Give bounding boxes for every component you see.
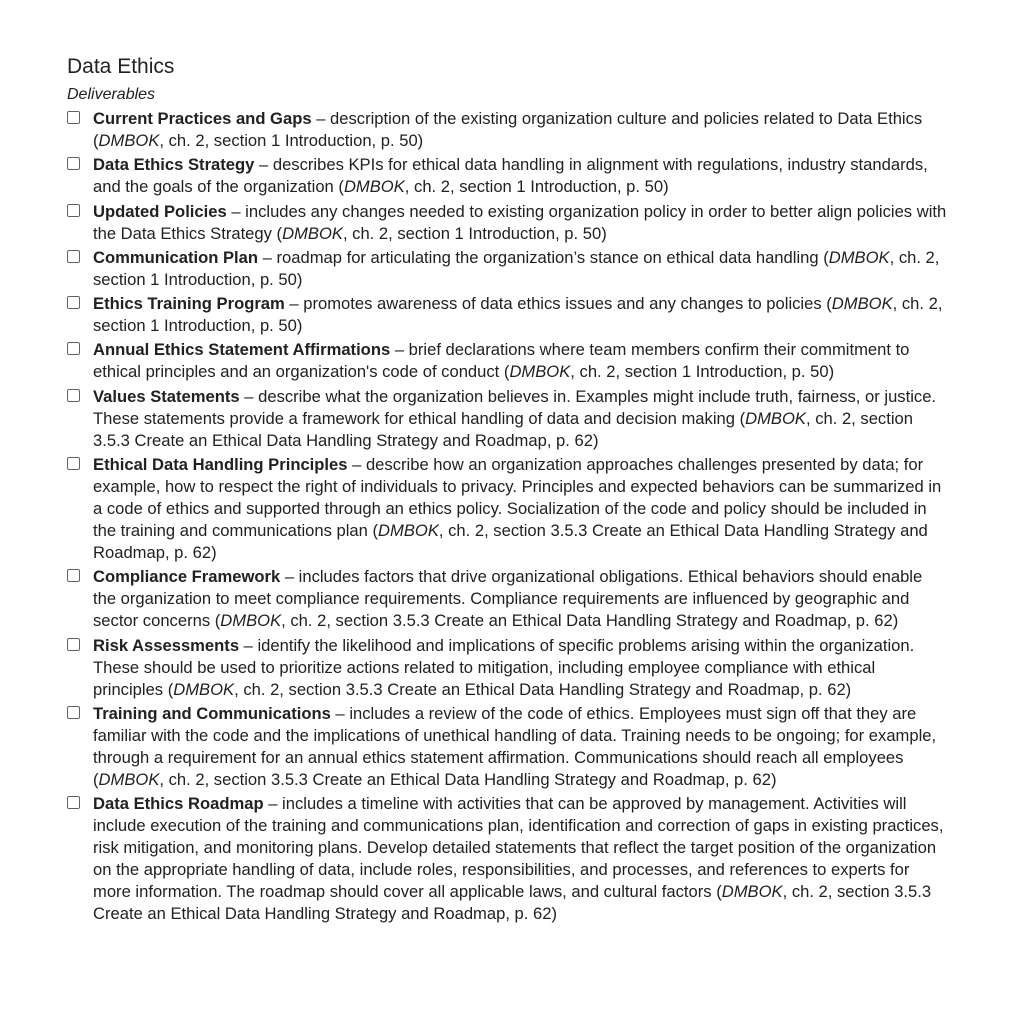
- citation-open: (: [167, 679, 174, 699]
- checkbox[interactable]: [67, 706, 80, 719]
- item-text: [93, 386, 949, 452]
- item-description: includes any changes needed to existing organization policy in order to better align policies with the Data Ethics Strategy: [93, 201, 947, 243]
- citation-reference: , ch. 2, section 1 Introduction, p. 50): [570, 362, 835, 382]
- citation-book: DMBOK: [509, 362, 571, 382]
- item-text: [93, 154, 949, 198]
- item-term: Ethical Data Handling Principles: [93, 455, 348, 475]
- item-separator: –: [239, 386, 259, 406]
- item-separator: –: [311, 109, 331, 128]
- item-separator: –: [258, 247, 277, 267]
- item-description: describe how an organization approaches challenges presented by data; for example, how to respect the right of individuals to privacy. Principles and expected behaviors can be summarized in a code of ethics and supported through an ethics policy. Socialization of the code and policy should be included in the training and communications plan: [93, 455, 942, 541]
- citation-reference: , ch. 2, section 3.5.3 Create an Ethical Data Handling Strategy and Roadmap, p. 62): [281, 611, 899, 631]
- citation-reference: , ch. 2, section 1 Introduction, p. 50): [159, 131, 424, 150]
- citation-book: DMBOK: [378, 521, 439, 541]
- checklist-item: [67, 386, 949, 452]
- citation-reference: , ch. 2, section 3.5.3 Create an Ethical Data Handling Strategy and Roadmap, p. 62): [234, 679, 852, 699]
- item-term: Data Ethics Roadmap: [93, 794, 264, 814]
- item-term: Ethics Training Program: [93, 294, 285, 314]
- item-description: includes factors that drive organizational obligations. Ethical behaviors should enable the organization to meet compliance requirements. Compliance requirements are influenced by geographic and sector concerns: [93, 567, 923, 631]
- item-text: [93, 293, 949, 337]
- citation-book: DMBOK: [220, 611, 282, 631]
- checklist-item: [67, 247, 949, 291]
- checklist-item: [67, 454, 949, 564]
- item-term: Training and Communications: [93, 703, 331, 723]
- checkbox[interactable]: [67, 638, 80, 651]
- checklist-item: [67, 635, 949, 701]
- citation-book: DMBOK: [721, 882, 783, 902]
- checklist-item: [67, 108, 949, 152]
- citation-open: (: [93, 769, 99, 789]
- checkbox[interactable]: [67, 796, 80, 809]
- item-term: Current Practices and Gaps: [93, 109, 312, 128]
- item-text: [93, 566, 949, 632]
- item-description: includes a timeline with activities that can be approved by management. Activities will include execution of the training and communications plan, identification and correction of gaps in existing practices, risk mitigation, and monitoring plans. Develop detailed statements that reflect the target position of the organization on the appropriate handling of data, include roles, responsibilities, and processes, and references to experts for more information. The roadmap should cover all applicable laws, and cultural factors: [93, 794, 944, 902]
- item-separator: –: [390, 340, 409, 360]
- checkbox[interactable]: [67, 111, 80, 124]
- item-separator: –: [239, 635, 258, 655]
- citation-book: DMBOK: [173, 679, 235, 699]
- checkbox[interactable]: [67, 342, 80, 355]
- citation-reference: , ch. 2, section 1 Introduction, p. 50): [93, 247, 940, 289]
- item-text: [93, 454, 949, 564]
- citation-book: DMBOK: [98, 769, 160, 789]
- item-description: describes KPIs for ethical data handling in alignment with regulations, industry standards, and the goals of the organization: [93, 155, 928, 197]
- citation-reference: , ch. 2, section 1 Introduction, p. 50): [342, 223, 607, 243]
- item-separator: –: [284, 294, 304, 314]
- item-term: Risk Assessments: [93, 635, 240, 655]
- citation-open: (: [276, 223, 283, 243]
- section-subheading: Deliverables: [67, 86, 156, 103]
- item-term: Data Ethics Strategy: [93, 155, 255, 175]
- item-separator: –: [254, 155, 273, 175]
- item-separator: –: [280, 567, 299, 587]
- item-text: [93, 247, 949, 291]
- checklist-item: [67, 793, 949, 925]
- item-text: [93, 703, 949, 791]
- checkbox[interactable]: [67, 250, 80, 263]
- checkbox[interactable]: [67, 296, 80, 309]
- item-description: brief declarations where team members confirm their commitment to ethical principles and an organization's code of conduct: [93, 340, 910, 382]
- citation-open: (: [93, 131, 99, 150]
- item-description: description of the existing organization culture and policies related to Data Ethics: [330, 109, 923, 128]
- checklist-item: [67, 201, 949, 245]
- item-text: [93, 108, 949, 152]
- citation-reference: , ch. 2, section 1 Introduction, p. 50): [404, 177, 669, 197]
- citation-book: DMBOK: [343, 177, 405, 197]
- citation-book: DMBOK: [831, 294, 893, 314]
- item-separator: –: [330, 703, 350, 723]
- citation-book: DMBOK: [745, 408, 806, 428]
- citation-book: DMBOK: [828, 247, 890, 267]
- citation-reference: , ch. 2, section 3.5.3 Create an Ethical Data Handling Strategy and Roadmap, p. 62): [93, 882, 932, 924]
- citation-reference: , ch. 2, section 3.5.3 Create an Ethical Data Handling Strategy and Roadmap, p. 62): [93, 408, 913, 450]
- item-description: includes a review of the code of ethics. Employees must sign off that they are familiar with the code and the implications of unethical handling of data. Training needs to be ongoing; for example, through a requirement for an annual ethics statement affirmation. Communications should reach all employees: [93, 703, 937, 767]
- item-description: roadmap for articulating the organization’s stance on ethical data handling: [276, 247, 824, 267]
- item-term: Communication Plan: [93, 247, 259, 267]
- checklist-item: [67, 703, 949, 791]
- page-title: Data Ethics: [67, 55, 175, 78]
- item-text: [93, 793, 949, 925]
- citation-open: (: [739, 408, 746, 428]
- checkbox[interactable]: [67, 457, 80, 470]
- checkbox[interactable]: [67, 569, 80, 582]
- citation-open: (: [372, 521, 379, 541]
- citation-open: (: [823, 247, 829, 267]
- item-description: identify the likelihood and implications of specific problems arising within the organization. These should be used to prioritize actions related to mitigation, including employee compliance with ethical principles: [93, 635, 915, 699]
- citation-book: DMBOK: [282, 223, 343, 243]
- item-description: describe what the organization believes in. Examples might include truth, fairness, or justice. These statements provide a framework for ethical handling of data and decision making: [93, 386, 937, 428]
- citation-open: (: [826, 294, 832, 314]
- item-text: [93, 339, 949, 383]
- deliverables-checklist: [67, 108, 949, 925]
- citation-book: DMBOK: [98, 131, 160, 150]
- checkbox[interactable]: [67, 204, 80, 217]
- checklist-item: [67, 154, 949, 198]
- item-separator: –: [263, 794, 283, 814]
- item-term: Updated Policies: [93, 201, 227, 221]
- item-term: Values Statements: [93, 386, 240, 406]
- checklist-item: [67, 566, 949, 632]
- citation-open: (: [214, 611, 221, 631]
- item-description: promotes awareness of data ethics issues and any changes to policies: [303, 294, 827, 314]
- item-text: [93, 201, 949, 245]
- citation-open: (: [503, 362, 510, 382]
- item-term: Compliance Framework: [93, 567, 281, 587]
- citation-reference: , ch. 2, section 3.5.3 Create an Ethical Data Handling Strategy and Roadmap, p. 62): [159, 769, 777, 789]
- item-separator: –: [226, 201, 246, 221]
- citation-open: (: [338, 177, 344, 197]
- checklist-item: [67, 339, 949, 383]
- item-term: Annual Ethics Statement Affirmations: [93, 340, 391, 360]
- item-separator: –: [347, 455, 366, 475]
- item-text: [93, 635, 949, 701]
- checkbox[interactable]: [67, 157, 80, 170]
- citation-reference: , ch. 2, section 1 Introduction, p. 50): [93, 294, 943, 336]
- checkbox[interactable]: [67, 389, 80, 402]
- checklist-item: [67, 293, 949, 337]
- citation-reference: , ch. 2, section 3.5.3 Create an Ethical Data Handling Strategy and Roadmap, p. 62): [93, 521, 928, 563]
- citation-open: (: [716, 882, 722, 902]
